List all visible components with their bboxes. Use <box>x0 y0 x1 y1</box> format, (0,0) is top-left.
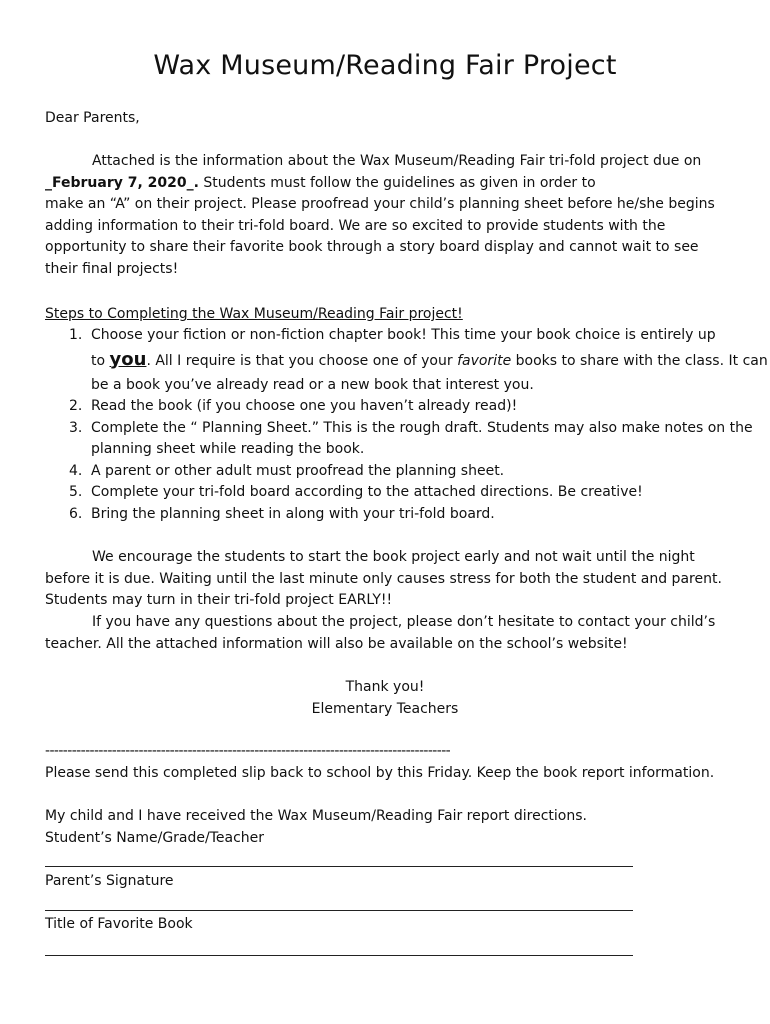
step-item <box>69 396 770 418</box>
closing-signoff: Elementary Teachers <box>311 701 459 717</box>
step-italic: favorite <box>457 352 512 369</box>
intro-line-2-rest: Students must follow the guidelines as given in order to <box>198 174 596 191</box>
step-text: Read the book (if you choose one you haven’t already read)! <box>91 398 518 414</box>
step-number: 1. <box>69 327 83 343</box>
step-text: A parent or other adult must proofread the planning sheet. <box>91 462 505 479</box>
step-text: Complete your tri-fold board according to the attached directions. Be creative! <box>91 484 643 500</box>
steps-heading: Steps to Completing the Wax Museum/Reading Fair project! <box>45 306 463 322</box>
questions-paragraph: If you have any questions about the project, please don’t hesitate to contact your child’s teacher. All the attached information will also be available on the school’s website! <box>45 614 716 652</box>
book-title-line <box>45 955 633 956</box>
step-item <box>69 461 770 483</box>
field-label-book: Title of Favorite Book <box>45 916 193 932</box>
step-item <box>69 418 770 461</box>
step-item <box>69 482 770 504</box>
document-title: Wax Museum/Reading Fair Project <box>153 50 617 81</box>
salutation: Dear Parents, <box>45 110 140 126</box>
step-emphasis: you <box>109 348 147 370</box>
closing-thanks: Thank you! <box>345 679 425 695</box>
student-signature-line <box>45 866 633 867</box>
step-text: Bring the planning sheet in along with your tri-fold board. <box>91 505 495 522</box>
step-item <box>69 325 770 396</box>
step-number: 6. <box>69 505 83 522</box>
step-text-cont-2: . All I require is that you choose one of your <box>146 352 458 369</box>
slip-statement: My child and I have received the Wax Museum/Reading Fair report directions. <box>45 808 587 824</box>
step-text-cont-3: books to share with the class. It can be a book you’ve already read or a new book that interest you. <box>91 352 768 393</box>
due-date: _February 7, 2020_. <box>45 174 199 191</box>
step-text-cont: to <box>91 352 110 369</box>
cut-line: ------------------------------------------------------------------------------------------- <box>45 743 451 759</box>
steps-list <box>45 325 770 525</box>
intro-line-2 <box>45 173 735 195</box>
step-number: 3. <box>69 419 83 436</box>
step-number: 4. <box>69 462 83 479</box>
parent-signature-line <box>45 910 633 911</box>
step-item <box>69 504 770 526</box>
step-text: Complete the “ Planning Sheet.” This is the rough draft. Students may also make notes on the planning sheet while reading the book. <box>91 419 753 457</box>
intro-paragraph <box>45 151 735 280</box>
encourage-paragraph: We encourage the students to start the book project early and not wait until the night before it is due. Waiting until the last minute only causes stress for both the student and parent. Students may turn in their tri-fold project EARLY!! <box>45 549 722 608</box>
intro-rest: make an “A” on their project. Please proofread your child’s planning sheet before he/she begins adding information to their tri-fold board. We are so excited to provide students with the opportunity to share their favorite book through a story board display and cannot wait to see their final projects! <box>45 196 715 277</box>
step-number: 5. <box>69 484 83 500</box>
slip-instruction: Please send this completed slip back to school by this Friday. Keep the book report information. <box>45 765 715 781</box>
field-label-student: Student’s Name/Grade/Teacher <box>45 830 265 846</box>
intro-line-1: Attached is the information about the Wax Museum/Reading Fair tri-fold project due on <box>92 153 702 169</box>
step-number: 2. <box>69 398 83 414</box>
step-text: Choose your fiction or non-fiction chapter book! This time your book choice is entirely up <box>91 327 716 343</box>
field-label-parent: Parent’s Signature <box>45 873 174 889</box>
